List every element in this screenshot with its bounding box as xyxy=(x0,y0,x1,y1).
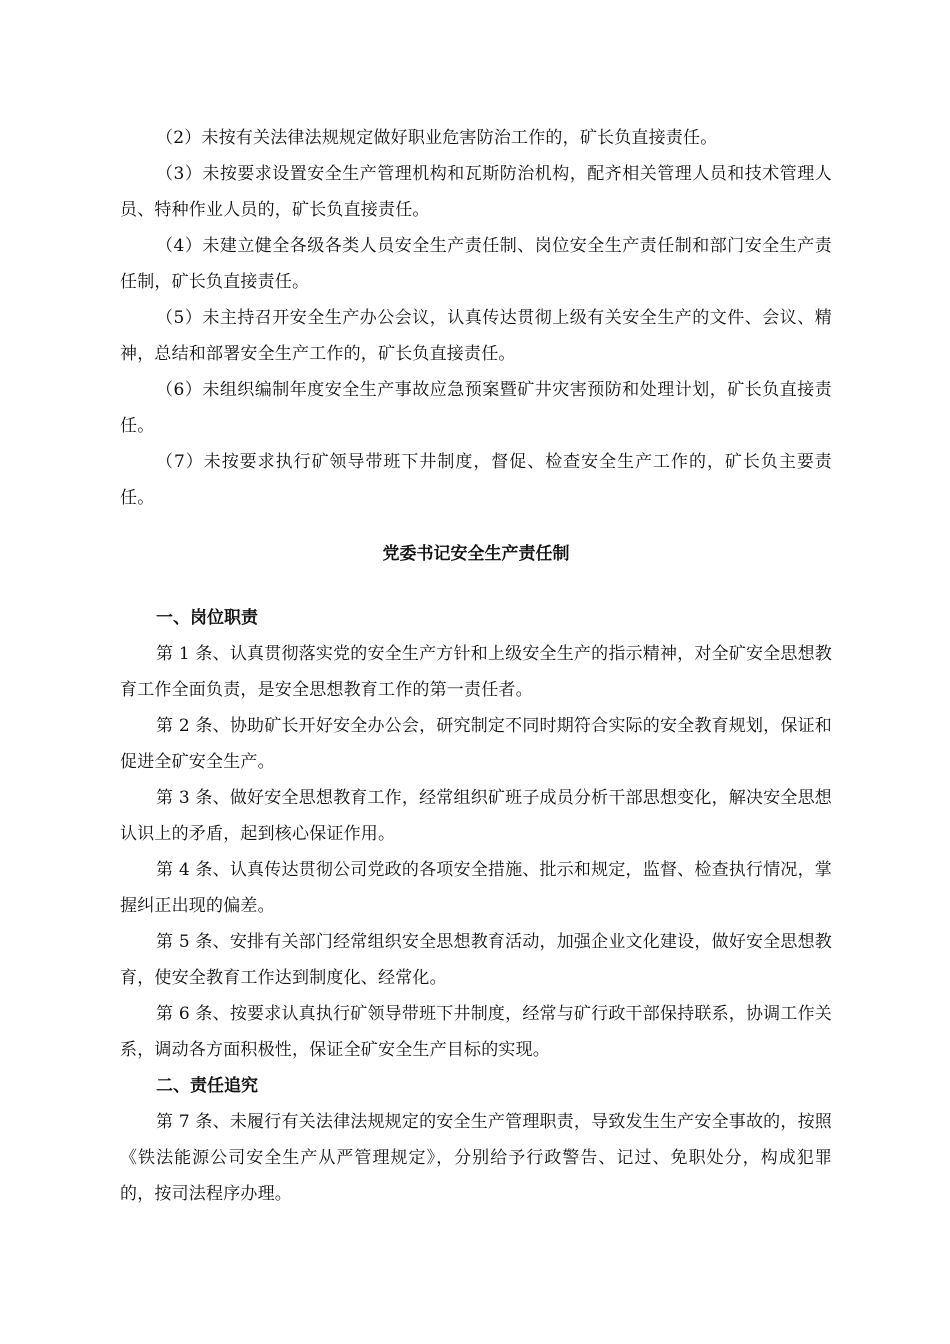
intro-item-6: （6）未组织编制年度安全生产事故应急预案暨矿井灾害预防和处理计划，矿长负直接责任。 xyxy=(120,380,832,436)
duty-article-6: 第 6 条、按要求认真执行矿领导带班下井制度，经常与矿行政干部保持联系，协调工作关系，调动各方面积极性，保证全矿安全生产目标的实现。 xyxy=(120,1004,832,1060)
intro-item-7: （7）未按要求执行矿领导带班下井制度，督促、检查安全生产工作的，矿长负主要责任。 xyxy=(120,452,832,508)
duty-article-4: 第 4 条、认真传达贯彻公司党政的各项安全措施、批示和规定，监督、检查执行情况，掌握纠正出现的偏差。 xyxy=(120,860,832,916)
intro-item-4: （4）未建立健全各级各类人员安全生产责任制、岗位安全生产责任制和部门安全生产责任制，矿长负直接责任。 xyxy=(120,236,832,292)
heading-duties: 一、岗位职责 xyxy=(156,608,258,628)
duty-article-3: 第 3 条、做好安全思想教育工作，经常组织矿班子成员分析干部思想变化，解决安全思想认识上的矛盾，起到核心保证作用。 xyxy=(120,788,832,844)
intro-item-2: （2）未按有关法律法规规定做好职业危害防治工作的，矿长负直接责任。 xyxy=(156,128,718,148)
intro-item-5: （5）未主持召开安全生产办公会议，认真传达贯彻上级有关安全生产的文件、会议、精神，总结和部署安全生产工作的，矿长负直接责任。 xyxy=(120,308,832,364)
section-title: 党委书记安全生产责任制 xyxy=(382,544,570,564)
intro-item-3: （3）未按要求设置安全生产管理机构和瓦斯防治机构，配齐相关管理人员和技术管理人员、特种作业人员的，矿长负直接责任。 xyxy=(120,164,832,220)
document-page xyxy=(120,120,832,1212)
duty-article-5: 第 5 条、安排有关部门经常组织安全思想教育活动，加强企业文化建设，做好安全思想教育，使安全教育工作达到制度化、经常化。 xyxy=(120,932,832,988)
duty-article-1: 第 1 条、认真贯彻落实党的安全生产方针和上级安全生产的指示精神，对全矿安全思想教育工作全面负责，是安全思想教育工作的第一责任者。 xyxy=(120,644,832,700)
duty-article-2: 第 2 条、协助矿长开好安全办公会，研究制定不同时期符合实际的安全教育规划，保证和促进全矿安全生产。 xyxy=(120,716,832,772)
accountability-article-7: 第 7 条、未履行有关法律法规规定的安全生产管理职责，导致发生生产安全事故的，按照《铁法能源公司安全生产从严管理规定》，分别给予行政警告、记过、免职处分，构成犯罪的，按司法程序办理。 xyxy=(120,1112,832,1204)
heading-accountability: 二、责任追究 xyxy=(156,1076,258,1096)
